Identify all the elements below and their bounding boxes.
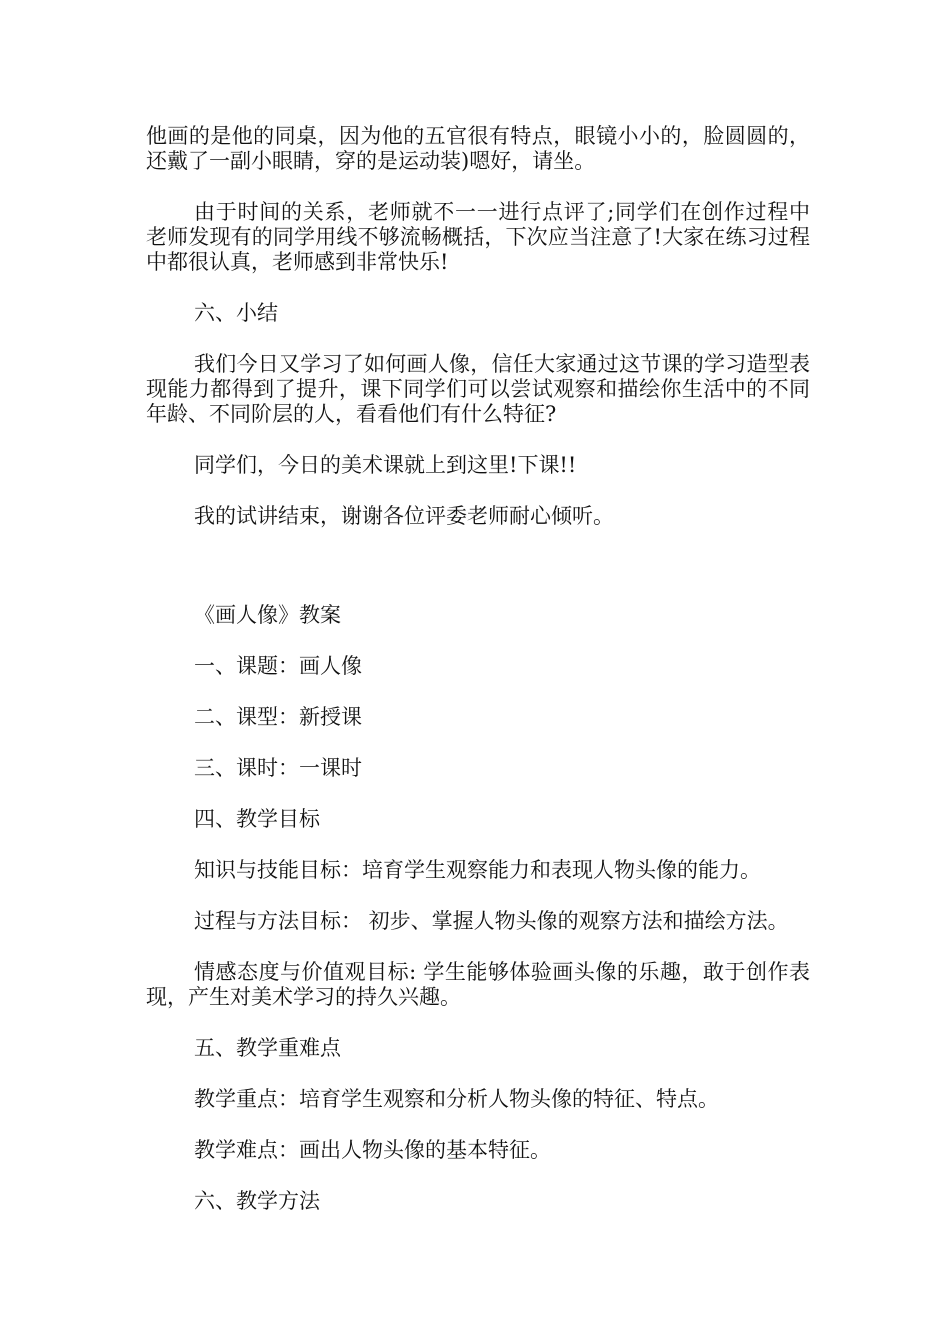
lesson-plan-title: 《画人像》教案 [194,603,341,627]
section-duration: 三、课时：一课时 [194,756,362,780]
heading-summary: 六、小结 [194,301,278,325]
objective-process: 过程与方法目标： 初步、掌握人物头像的观察方法和描绘方法。 [194,909,789,933]
document-page [146,124,810,1214]
section-lesson-type: 二、课型：新授课 [194,705,362,729]
paragraph-classmate-description: 他画的是他的同桌，因为他的五官很有特点，眼镜小小的，脸圆圆的，还戴了一副小眼睛，穿的是运动装)嗯好，请坐。 [146,124,810,173]
heading-key-points: 五、教学重难点 [194,1036,341,1060]
heading-objectives: 四、教学目标 [194,807,320,831]
paragraph-summary: 我们今日又学习了如何画人像，信任大家通过这节课的学习造型表现能力都得到了提升，课下同学们可以尝试观察和描绘你生活中的不同年龄、不同阶层的人，看看他们有什么特征? [146,352,810,426]
paragraph-class-dismissed: 同学们，今日的美术课就上到这里!下课!! [194,453,577,477]
heading-teaching-methods: 六、教学方法 [194,1189,320,1213]
difficult-point: 教学难点：画出人物头像的基本特征。 [194,1138,551,1162]
paragraph-closing: 我的试讲结束，谢谢各位评委老师耐心倾听。 [194,504,614,528]
section-topic: 一、课题：画人像 [194,654,362,678]
objective-knowledge: 知识与技能目标：培育学生观察能力和表现人物头像的能力。 [194,858,761,882]
objective-attitude: 情感态度与价值观目标: 学生能够体验画头像的乐趣，敢于创作表现，产生对美术学习的持久兴趣。 [146,960,810,1009]
key-point: 教学重点：培育学生观察和分析人物头像的特征、特点。 [194,1087,719,1111]
paragraph-teacher-comment: 由于时间的关系，老师就不一一进行点评了;同学们在创作过程中老师发现有的同学用线不够流畅概括，下次应当注意了!大家在练习过程中都很认真，老师感到非常快乐! [146,200,810,274]
